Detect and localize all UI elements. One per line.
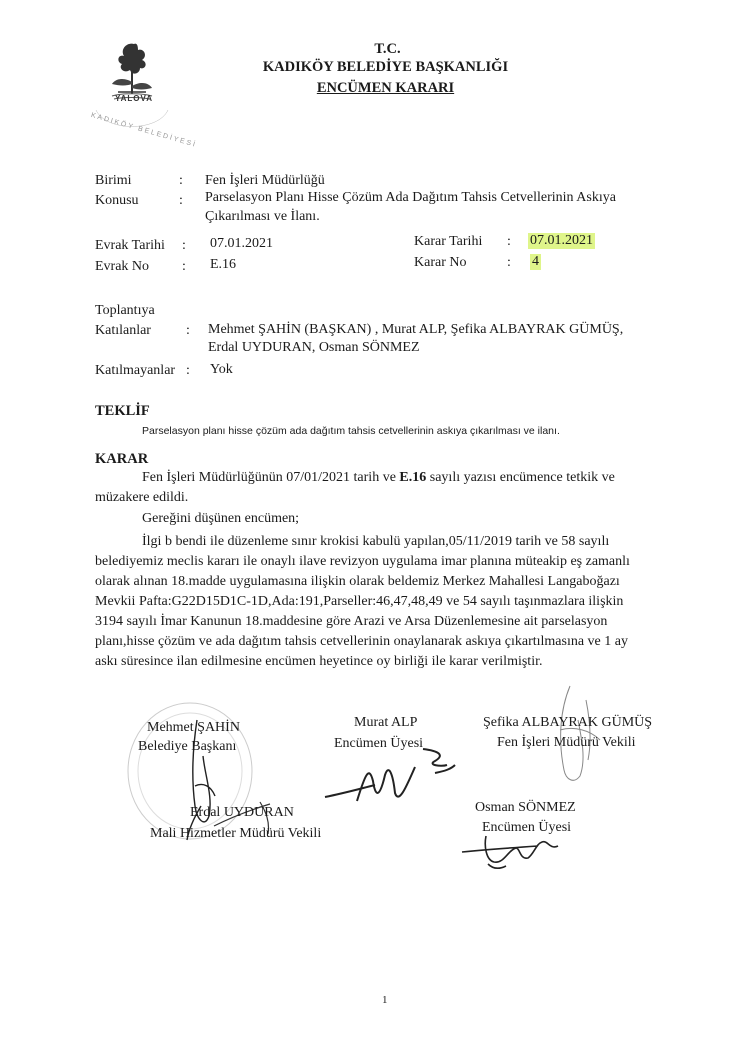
decision-line: 3194 sayılı İmar Kanunun 18.maddesine göre Arazi ve Arsa Düzenlemesine ait parselasyon	[95, 614, 608, 629]
signature-murat-alp	[315, 745, 475, 815]
konusu-label: Konusu	[95, 193, 139, 208]
karar-decision-text	[95, 532, 681, 672]
decision-line: Mevkii Pafta:G22D15D1C-1D,Ada:191,Parseller:46,47,48,49 ve 54 sayılı taşınmazlara ilişkin	[95, 594, 624, 609]
signer-title: Belediye Başkanı	[138, 739, 237, 754]
teklif-text: Parselasyon planı hisse çözüm ada dağıtım tahsis cetvellerinin askıya çıkarılması ve ilanı.	[142, 425, 560, 437]
decision-line: planı,hisse çözüm ve ada dağıtım tahsis cetvellerinin onaylanarak askıya çıkartılmasına ve 1 ay	[95, 634, 628, 649]
karar-p1-text-a: Fen İşleri Müdürlüğünün 07/01/2021 tarih ve	[142, 470, 400, 485]
toplantiya-label: Toplantıya	[95, 303, 155, 318]
decision-line: askı süresince ilan edilmesine encümen heyetince oy birliği ile karar verilmiştir.	[95, 654, 543, 669]
decision-line: olarak alınan 18.madde uygulamasına ilişkin olarak beldemiz Merkez Mahallesi Langaboğazı	[95, 574, 620, 589]
decision-line: belediyemiz meclis kararı ile onaylı ilave revizyon uygulama imar planına müteakip eş zamanlı	[95, 554, 630, 569]
colon: :	[186, 323, 190, 338]
colon: :	[179, 193, 183, 208]
karar-no-value: 4	[532, 254, 539, 269]
colon: :	[182, 259, 186, 274]
katilanlar-value-line1: Mehmet ŞAHİN (BAŞKAN) , Murat ALP, Şefika ALBAYRAK GÜMÜŞ,	[208, 322, 624, 337]
karar-p1-text-b: sayılı yazısı encümence tetkik ve	[426, 470, 615, 485]
evrak-no-value: E.16	[210, 257, 237, 272]
signer-name: Şefika ALBAYRAK GÜMÜŞ	[483, 715, 653, 730]
karar-no-label: Karar No	[414, 255, 467, 270]
colon: :	[182, 238, 186, 253]
header-municipality: KADIKÖY BELEDİYE BAŞKANLIĞI	[262, 59, 509, 75]
page-number: 1	[382, 994, 388, 1006]
karar-paragraph-1-cont: müzakere edildi.	[95, 490, 189, 505]
karar-paragraph-1	[142, 470, 615, 486]
colon: :	[179, 173, 183, 188]
evrak-tarihi-label: Evrak Tarihi	[95, 238, 165, 253]
konusu-value-line1: Parselasyon Planı Hisse Çözüm Ada Dağıtım Tahsis Cetvellerinin Askıya	[205, 190, 616, 205]
signer-title: Encümen Üyesi	[334, 736, 424, 751]
header-tc: T.C.	[374, 41, 401, 57]
katilanlar-label: Katılanlar	[95, 323, 151, 338]
evrak-no-label: Evrak No	[95, 259, 150, 274]
decision-line: İlgi b bendi ile düzenleme sınır krokisi kabulü yapılan,05/11/2019 tarih ve 58 sayılı	[142, 534, 610, 549]
logo-arc-text: KADIKÖY BELEDİYESİ	[90, 112, 198, 149]
signer-title: Mali Hizmetler Müdürü Vekili	[150, 826, 322, 841]
evrak-tarihi-value: 07.01.2021	[210, 236, 273, 251]
karar-paragraph-2: Gereğini düşünen encümen;	[142, 511, 300, 526]
colon: :	[186, 363, 190, 378]
karar-tarihi-value: 07.01.2021	[530, 233, 593, 248]
karar-tarihi-label: Karar Tarihi	[414, 234, 483, 249]
colon: :	[507, 255, 511, 270]
signer-name: Osman SÖNMEZ	[475, 800, 576, 815]
konusu-value-line2: Çıkarılması ve İlanı.	[205, 209, 320, 224]
signer-name: Mehmet ŞAHİN	[147, 720, 240, 735]
header-title: ENCÜMEN KARARI	[316, 80, 455, 96]
birimi-value: Fen İşleri Müdürlüğü	[205, 173, 325, 188]
katilmayanlar-label: Katılmayanlar	[95, 363, 176, 378]
signer-title: Fen İşleri Müdürü Vekili	[497, 735, 636, 750]
signer-title: Encümen Üyesi	[482, 820, 572, 835]
teklif-heading: TEKLİF	[95, 403, 150, 419]
katilanlar-value-line2: Erdal UYDURAN, Osman SÖNMEZ	[208, 340, 420, 355]
logo-text: YALOVA	[115, 94, 154, 103]
signer-name: Murat ALP	[354, 715, 418, 730]
karar-heading: KARAR	[95, 451, 149, 467]
colon: :	[507, 234, 511, 249]
karar-p1-bold: E.16	[399, 470, 427, 485]
signer-name: Erdal UYDURAN	[190, 805, 294, 820]
katilmayanlar-value: Yok	[210, 362, 233, 377]
birimi-label: Birimi	[95, 173, 132, 188]
